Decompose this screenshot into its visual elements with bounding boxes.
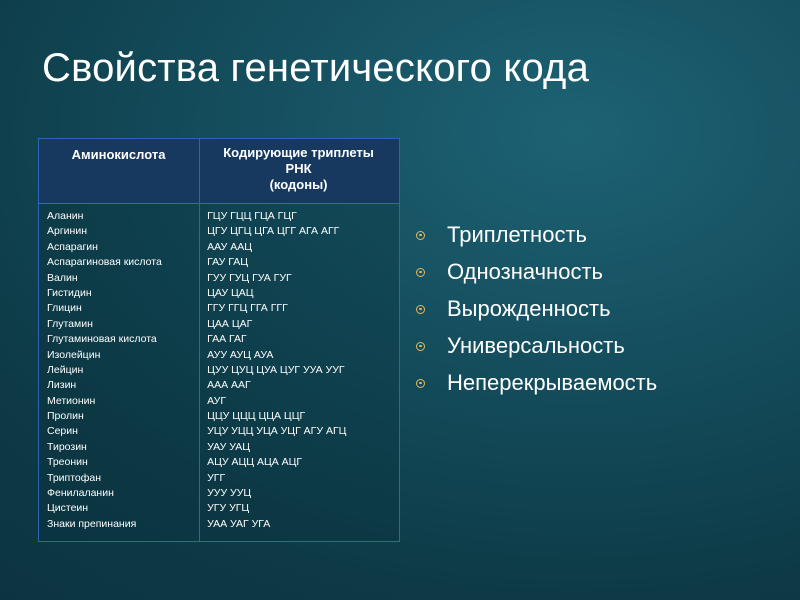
table-row [39,363,399,378]
codons-cell: АЦУ АЦЦ АЦА АЦГ [207,456,303,469]
codons-cell: ААУ ААЦ [207,240,253,253]
amino-acid-cell: Метионин [47,394,96,407]
codon-table [38,138,400,542]
codons-cell: ГГУ ГГЦ ГГА ГГГ [207,302,288,315]
amino-acid-cell: Аланин [47,210,84,222]
table-row [39,424,399,439]
ring-bullet-icon [416,305,425,314]
codons-cell: УУУ УУЦ [207,487,252,500]
amino-acid-cell: Аргинин [47,225,88,238]
codons-cell: ААА ААГ [207,379,251,392]
amino-acid-cell: Знаки препинания [47,517,137,530]
table-row [39,255,399,270]
table-row [39,224,399,239]
list-item [416,256,657,288]
codons-cell: ЦАУ ЦАЦ [207,286,254,299]
amino-acid-cell: Лейцин [47,363,84,376]
codons-cell: ЦУУ ЦУЦ ЦУА ЦУГ УУА УУГ [207,363,345,376]
table-row [39,286,399,301]
header-codons: Кодирующие триплеты РНК (кодоны) [223,145,374,192]
table-row [39,517,399,532]
codons-cell: АУУ АУЦ АУА [207,348,274,361]
list-item [416,330,657,362]
amino-acid-cell: Гистидин [47,286,92,299]
codons-cell: ГЦУ ГЦЦ ГЦА ГЦГ [207,210,297,222]
ring-bullet-icon [416,342,425,351]
table-row [39,378,399,393]
slide-title: Свойства генетического кода [42,46,590,90]
codons-cell: ГУУ ГУЦ ГУА ГУГ [207,271,292,284]
table-row [39,394,399,409]
codons-cell: ГАА ГАГ [207,333,247,346]
amino-acid-cell: Цистеин [47,502,89,515]
table-row [39,501,399,516]
table-row [39,471,399,486]
amino-acid-cell: Глутамин [47,317,93,330]
table-row [39,348,399,363]
codons-cell: УГУ УГЦ [207,502,250,515]
codons-cell: УАА УАГ УГА [207,517,271,530]
property-label: Однозначность [447,259,603,284]
table-row [39,440,399,455]
amino-acid-cell: Лизин [47,379,77,392]
table-row [39,301,399,316]
amino-acid-cell: Глутаминовая кислота [47,333,157,346]
list-item [416,293,657,325]
codons-cell: УГГ [207,471,226,484]
table-row [39,271,399,286]
amino-acid-cell: Аспарагин [47,240,98,253]
list-item [416,367,657,399]
table-row [39,240,399,255]
property-label: Неперекрываемость [447,370,658,395]
table-row [39,332,399,347]
property-label: Универсальность [447,333,625,358]
properties-list [416,219,657,404]
codons-cell: УАУ УАЦ [207,440,250,453]
amino-acid-cell: Серин [47,425,78,438]
ring-bullet-icon [416,231,425,240]
table-row [39,486,399,501]
amino-acid-cell: Пролин [47,410,84,423]
table-row [39,409,399,424]
table-row [39,455,399,470]
codons-cell: ЦАА ЦАГ [207,317,253,330]
codons-cell: ЦГУ ЦГЦ ЦГА ЦГГ АГА АГГ [207,225,340,238]
table-body [39,209,399,532]
amino-acid-cell: Тирозин [47,440,87,453]
ring-bullet-icon [416,379,425,388]
amino-acid-cell: Триптофан [47,471,102,484]
header-amino-acid: Аминокислота [71,147,166,162]
table-row [39,209,399,224]
amino-acid-cell: Треонин [47,456,88,469]
ring-bullet-icon [416,268,425,277]
amino-acid-cell: Фенилаланин [47,487,114,500]
codons-cell: АУГ [207,394,227,407]
table-header [39,139,399,204]
property-label: Вырожденность [447,296,611,321]
property-label: Триплетность [447,222,587,247]
codons-cell: УЦУ УЦЦ УЦА УЦГ АГУ АГЦ [207,425,347,438]
list-item [416,219,657,251]
amino-acid-cell: Аспарагиновая кислота [47,256,162,269]
codons-cell: ГАУ ГАЦ [207,256,248,269]
amino-acid-cell: Глицин [47,302,82,315]
amino-acid-cell: Изолейцин [47,348,101,361]
codons-cell: ЦЦУ ЦЦЦ ЦЦА ЦЦГ [207,410,306,423]
amino-acid-cell: Валин [47,271,78,284]
table-row [39,317,399,332]
